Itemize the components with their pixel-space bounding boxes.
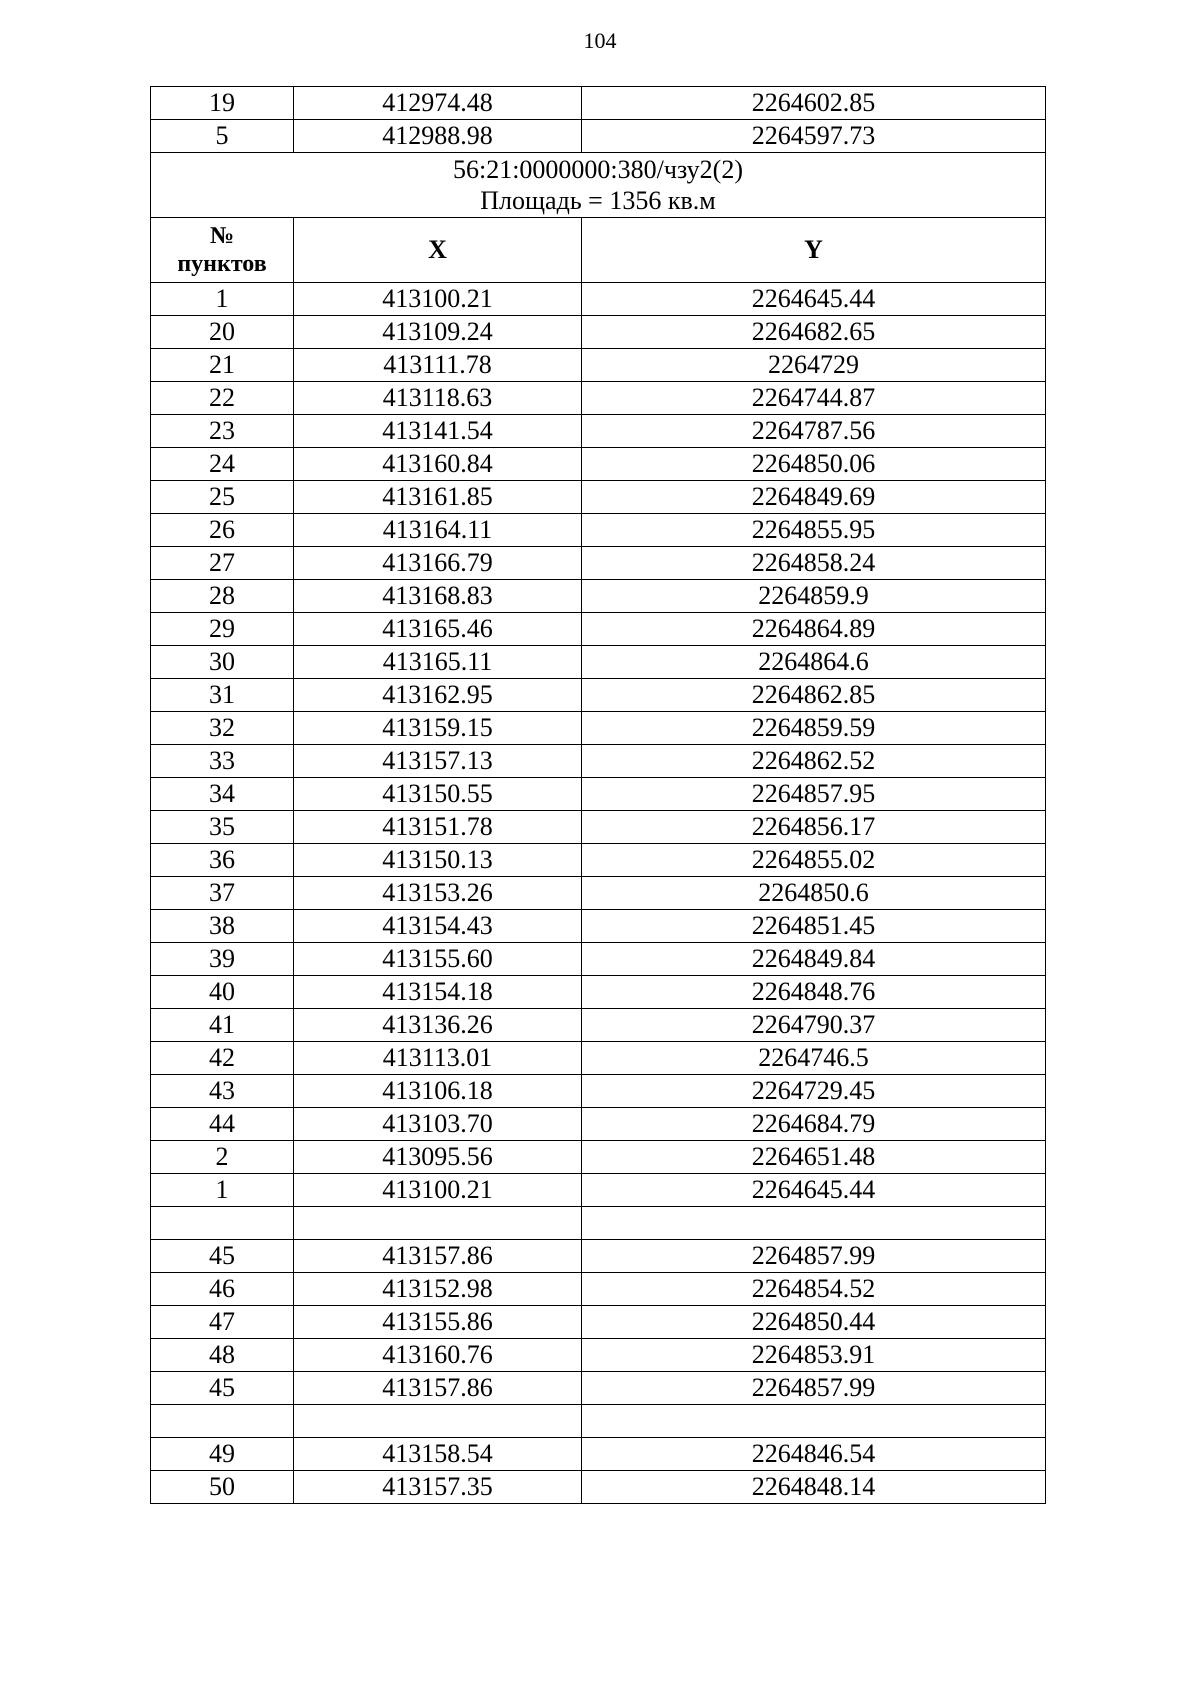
point-number-cell: 41	[151, 1009, 294, 1042]
y-coordinate-cell: 2264855.95	[582, 514, 1046, 547]
y-coordinate-cell: 2264851.45	[582, 910, 1046, 943]
page-number: 104	[583, 28, 617, 53]
y-coordinate-cell: 2264855.02	[582, 844, 1046, 877]
point-number-cell: 23	[151, 415, 294, 448]
section-title-cell	[151, 153, 1046, 218]
y-coordinate-cell: 2264862.52	[582, 745, 1046, 778]
x-coordinate-cell: 413159.15	[294, 712, 582, 745]
point-number-cell: 19	[151, 87, 294, 120]
x-coordinate-cell: 413166.79	[294, 547, 582, 580]
x-coordinate-cell: 413155.86	[294, 1306, 582, 1339]
table-row	[151, 120, 1046, 153]
table-row	[151, 778, 1046, 811]
table-row	[151, 844, 1046, 877]
section-title-row	[151, 153, 1046, 218]
point-number-cell: 29	[151, 613, 294, 646]
x-coordinate-cell: 413161.85	[294, 481, 582, 514]
x-coordinate-cell: 413165.46	[294, 613, 582, 646]
x-coordinate-cell: 413153.26	[294, 877, 582, 910]
header-number-sign: №	[209, 223, 235, 249]
point-number-cell: 49	[151, 1438, 294, 1471]
point-number-cell: 27	[151, 547, 294, 580]
x-coordinate-cell: 413151.78	[294, 811, 582, 844]
table-row	[151, 943, 1046, 976]
point-number-cell: 44	[151, 1108, 294, 1141]
y-coordinate-cell: 2264744.87	[582, 382, 1046, 415]
x-coordinate-cell: 413111.78	[294, 349, 582, 382]
table-row	[151, 1339, 1046, 1372]
table-row	[151, 1108, 1046, 1141]
y-coordinate-cell: 2264850.06	[582, 448, 1046, 481]
point-number-cell: 36	[151, 844, 294, 877]
x-coordinate-cell: 413141.54	[294, 415, 582, 448]
table-row	[151, 1273, 1046, 1306]
x-coordinate-cell: 413157.35	[294, 1471, 582, 1504]
table-row	[151, 679, 1046, 712]
point-number-cell: 31	[151, 679, 294, 712]
table-row	[151, 1207, 1046, 1240]
point-number-cell: 30	[151, 646, 294, 679]
point-number-cell: 38	[151, 910, 294, 943]
point-number-cell: 34	[151, 778, 294, 811]
point-number-cell: 47	[151, 1306, 294, 1339]
point-number-cell	[151, 1405, 294, 1438]
y-coordinate-cell: 2264848.14	[582, 1471, 1046, 1504]
x-coordinate-cell: 413103.70	[294, 1108, 582, 1141]
table-row	[151, 613, 1046, 646]
table-row	[151, 811, 1046, 844]
x-coordinate-cell: 412988.98	[294, 120, 582, 153]
point-number-cell: 48	[151, 1339, 294, 1372]
x-coordinate-cell: 413164.11	[294, 514, 582, 547]
coordinates-table	[150, 86, 1046, 1504]
point-number-cell: 28	[151, 580, 294, 613]
table-row	[151, 1306, 1046, 1339]
point-number-cell: 37	[151, 877, 294, 910]
point-number-cell: 35	[151, 811, 294, 844]
x-coordinate-cell: 413162.95	[294, 679, 582, 712]
point-number-cell: 42	[151, 1042, 294, 1075]
x-coordinate-cell: 413118.63	[294, 382, 582, 415]
table-row	[151, 349, 1046, 382]
header-point-number	[151, 218, 294, 283]
y-coordinate-cell: 2264729.45	[582, 1075, 1046, 1108]
table-row	[151, 1042, 1046, 1075]
y-coordinate-cell	[582, 1405, 1046, 1438]
x-coordinate-cell: 413150.55	[294, 778, 582, 811]
point-number-cell: 43	[151, 1075, 294, 1108]
column-header-row	[151, 218, 1046, 283]
point-number-cell: 1	[151, 283, 294, 316]
point-number-cell: 21	[151, 349, 294, 382]
point-number-cell: 40	[151, 976, 294, 1009]
point-number-cell: 45	[151, 1372, 294, 1405]
x-coordinate-cell: 413157.13	[294, 745, 582, 778]
x-coordinate-cell: 413150.13	[294, 844, 582, 877]
x-coordinate-cell: 412974.48	[294, 87, 582, 120]
y-coordinate-cell: 2264846.54	[582, 1438, 1046, 1471]
x-coordinate-cell	[294, 1207, 582, 1240]
table-row	[151, 1141, 1046, 1174]
top-rows	[151, 87, 1046, 153]
point-number-cell: 26	[151, 514, 294, 547]
y-coordinate-cell: 2264850.44	[582, 1306, 1046, 1339]
y-coordinate-cell: 2264857.99	[582, 1372, 1046, 1405]
x-coordinate-cell: 413152.98	[294, 1273, 582, 1306]
area-label: Площадь = 1356 кв.м	[480, 186, 716, 215]
x-coordinate-cell: 413095.56	[294, 1141, 582, 1174]
y-coordinate-cell: 2264849.84	[582, 943, 1046, 976]
y-coordinate-cell: 2264854.52	[582, 1273, 1046, 1306]
table-row	[151, 1240, 1046, 1273]
x-coordinate-cell: 413157.86	[294, 1372, 582, 1405]
table-row	[151, 1372, 1046, 1405]
x-coordinate-cell: 413160.76	[294, 1339, 582, 1372]
point-number-cell: 5	[151, 120, 294, 153]
y-coordinate-cell: 2264857.99	[582, 1240, 1046, 1273]
y-coordinate-cell: 2264850.6	[582, 877, 1046, 910]
point-number-cell: 24	[151, 448, 294, 481]
point-number-cell: 46	[151, 1273, 294, 1306]
y-coordinate-cell: 2264857.95	[582, 778, 1046, 811]
point-number-cell: 22	[151, 382, 294, 415]
table-row	[151, 283, 1046, 316]
table-row	[151, 580, 1046, 613]
y-coordinate-cell: 2264787.56	[582, 415, 1046, 448]
x-coordinate-cell: 413113.01	[294, 1042, 582, 1075]
table-row	[151, 910, 1046, 943]
table-row	[151, 877, 1046, 910]
x-coordinate-cell: 413109.24	[294, 316, 582, 349]
table-row	[151, 448, 1046, 481]
point-number-cell: 20	[151, 316, 294, 349]
table-row	[151, 547, 1046, 580]
point-number-cell: 39	[151, 943, 294, 976]
y-coordinate-cell: 2264862.85	[582, 679, 1046, 712]
y-coordinate-cell: 2264682.65	[582, 316, 1046, 349]
y-coordinate-cell: 2264746.5	[582, 1042, 1046, 1075]
point-number-cell: 50	[151, 1471, 294, 1504]
table-row	[151, 745, 1046, 778]
y-coordinate-cell: 2264858.24	[582, 547, 1046, 580]
table-row	[151, 1405, 1046, 1438]
point-number-cell: 45	[151, 1240, 294, 1273]
point-number-cell: 32	[151, 712, 294, 745]
section-header	[151, 153, 1046, 283]
table-row	[151, 1009, 1046, 1042]
y-coordinate-cell: 2264849.69	[582, 481, 1046, 514]
y-coordinate-cell: 2264856.17	[582, 811, 1046, 844]
y-coordinate-cell: 2264645.44	[582, 283, 1046, 316]
y-coordinate-cell: 2264684.79	[582, 1108, 1046, 1141]
y-coordinate-cell: 2264729	[582, 349, 1046, 382]
x-coordinate-cell: 413160.84	[294, 448, 582, 481]
x-coordinate-cell: 413157.86	[294, 1240, 582, 1273]
x-coordinate-cell: 413100.21	[294, 1174, 582, 1207]
x-coordinate-cell: 413155.60	[294, 943, 582, 976]
table-row	[151, 481, 1046, 514]
x-coordinate-cell: 413136.26	[294, 1009, 582, 1042]
x-coordinate-cell: 413154.43	[294, 910, 582, 943]
table-row	[151, 1075, 1046, 1108]
point-number-cell: 33	[151, 745, 294, 778]
y-coordinate-cell: 2264853.91	[582, 1339, 1046, 1372]
x-coordinate-cell: 413154.18	[294, 976, 582, 1009]
header-points-word: пунктов	[177, 251, 267, 277]
y-coordinate-cell: 2264597.73	[582, 120, 1046, 153]
table-row	[151, 1471, 1046, 1504]
table-row	[151, 316, 1046, 349]
point-number-cell: 2	[151, 1141, 294, 1174]
x-coordinate-cell: 413168.83	[294, 580, 582, 613]
table-row	[151, 976, 1046, 1009]
y-coordinate-cell: 2264859.9	[582, 580, 1046, 613]
y-coordinate-cell: 2264645.44	[582, 1174, 1046, 1207]
header-y: Y	[582, 218, 1046, 283]
x-coordinate-cell: 413100.21	[294, 283, 582, 316]
y-coordinate-cell: 2264790.37	[582, 1009, 1046, 1042]
table-row	[151, 646, 1046, 679]
x-coordinate-cell: 413165.11	[294, 646, 582, 679]
table-row	[151, 87, 1046, 120]
y-coordinate-cell: 2264864.6	[582, 646, 1046, 679]
x-coordinate-cell: 413106.18	[294, 1075, 582, 1108]
y-coordinate-cell: 2264848.76	[582, 976, 1046, 1009]
table-row	[151, 712, 1046, 745]
table-row	[151, 1174, 1046, 1207]
cadastral-number: 56:21:0000000:380/чзу2(2)	[452, 155, 743, 184]
table-row	[151, 415, 1046, 448]
header-x: X	[294, 218, 582, 283]
point-number-cell	[151, 1207, 294, 1240]
coordinate-rows	[151, 283, 1046, 1504]
table-row	[151, 1438, 1046, 1471]
table-row	[151, 382, 1046, 415]
y-coordinate-cell: 2264602.85	[582, 87, 1046, 120]
y-coordinate-cell	[582, 1207, 1046, 1240]
point-number-cell: 25	[151, 481, 294, 514]
table-row	[151, 514, 1046, 547]
point-number-cell: 1	[151, 1174, 294, 1207]
x-coordinate-cell	[294, 1405, 582, 1438]
y-coordinate-cell: 2264864.89	[582, 613, 1046, 646]
x-coordinate-cell: 413158.54	[294, 1438, 582, 1471]
y-coordinate-cell: 2264651.48	[582, 1141, 1046, 1174]
y-coordinate-cell: 2264859.59	[582, 712, 1046, 745]
